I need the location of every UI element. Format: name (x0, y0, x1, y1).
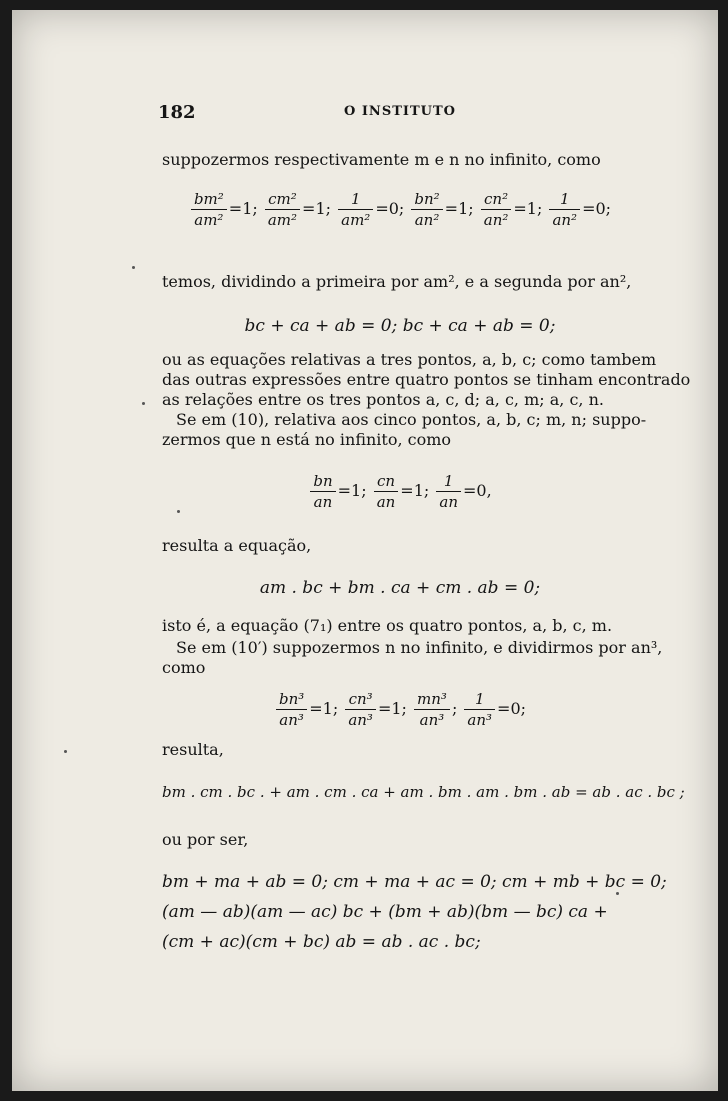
fraction-1-3: $\frac{1}{\text{am²}}$ (338, 190, 373, 229)
text-line-4: das outras expressões entre quatro pontos se tinham encontrado (162, 370, 691, 389)
text-line-9: isto é, a equação (7₁) entre os quatro pontos, a, b, c, m. (162, 616, 613, 635)
fraction-5-3: $\frac{\text{mn³}}{\text{an³}}$ (414, 690, 450, 729)
text-line-13: ou por ser, (162, 830, 249, 849)
text-line-10: Se em (10′) suppozermos n no infinito, e dividirmos por an³, (176, 638, 663, 657)
fraction-1-2: $\frac{\text{cm²}}{\text{am²}}$ (265, 190, 300, 229)
equation-fractions-1: $\frac{\text{bm²}}{\text{am²}}$ =1; $\frac{\text{cm²}}{\text{am²}}$ =1; $\frac{1}{\text{am²}}$ =0; $\frac{\text{bn²}}{\text{an²}}$ =1; $\frac{\text{cn²}}{\text{an²}}$ =1; $\frac{1}{\text{an²}}$ =0; (162, 190, 638, 229)
text-line-1: suppozermos respectivamente m e n no infinito, como (162, 150, 601, 169)
fraction-5-1: $\frac{\text{bn³}}{\text{an³}}$ (276, 690, 307, 729)
fraction-3-2: $\frac{cn}{an}$ (374, 472, 399, 511)
paper-speck (142, 402, 145, 405)
page-header (158, 102, 628, 126)
text-line-7: zermos que n está no infinito, como (162, 430, 452, 449)
equation-fractions-5: $\frac{\text{bn³}}{\text{an³}}$ =1; $\frac{\text{cn³}}{\text{an³}}$ =1; $\frac{\text{mn³}}{\text{an³}}$ ; $\frac{1}{\text{an³}}$ =0; (162, 690, 638, 729)
fraction-1-1: $\frac{\text{bm²}}{\text{am²}}$ (191, 190, 227, 229)
text-line-8: resulta a equação, (162, 536, 312, 555)
equation-fractions-3: $\frac{bn}{an}$ =1; $\frac{cn}{an}$ =1; $\frac{1}{an}$ =0, (162, 472, 638, 511)
paper-speck (64, 750, 67, 753)
paper-speck (132, 266, 135, 269)
equation-2: bc + ca + ab = 0; bc + ca + ab = 0; (244, 316, 556, 336)
fraction-3-1: $\frac{bn}{an}$ (310, 472, 335, 511)
fraction-1-4: $\frac{\text{bn²}}{\text{an²}}$ (411, 190, 442, 229)
page-number: 182 (158, 102, 196, 123)
text-line-3: ou as equações relativas a tres pontos, a, b, c; como tambem (162, 350, 657, 369)
text-line-6: Se em (10), relativa aos cinco pontos, a, b, c; m, n; suppo- (176, 410, 647, 429)
text-line-5: as relações entre os tres pontos a, c, d; a, c, m; a, c, n. (162, 390, 604, 409)
fraction-5-2: $\frac{\text{cn³}}{\text{an³}}$ (345, 690, 376, 729)
text-line-2: temos, dividindo a primeira por am², e a segunda por an², (162, 272, 632, 291)
fraction-1-6: $\frac{1}{\text{an²}}$ (549, 190, 580, 229)
equation-7: bm + ma + ab = 0; cm + ma + ac = 0; cm + mb + bc = 0; (162, 872, 667, 892)
equation-8: (am — ab)(am — ac) bc + (bm + ab)(bm — bc) ca + (162, 902, 608, 922)
fraction-3-3: $\frac{1}{an}$ (436, 472, 461, 511)
equation-9: (cm + ac)(cm + bc) ab = ab . ac . bc; (162, 932, 481, 952)
paper-speck (177, 510, 180, 513)
text-line-11: como (162, 658, 206, 677)
running-title: O INSTITUTO (344, 104, 456, 119)
fraction-5-4: $\frac{1}{\text{an³}}$ (464, 690, 495, 729)
equation-4: am . bc + bm . ca + cm . ab = 0; (259, 578, 541, 598)
book-page (12, 10, 718, 1091)
paper-speck (616, 892, 619, 895)
fraction-1-5: $\frac{\text{cn²}}{\text{an²}}$ (481, 190, 512, 229)
text-line-12: resulta, (162, 740, 224, 759)
equation-6: bm . cm . bc . + am . cm . ca + am . bm . am . bm . ab = ab . ac . bc ; (162, 783, 685, 801)
